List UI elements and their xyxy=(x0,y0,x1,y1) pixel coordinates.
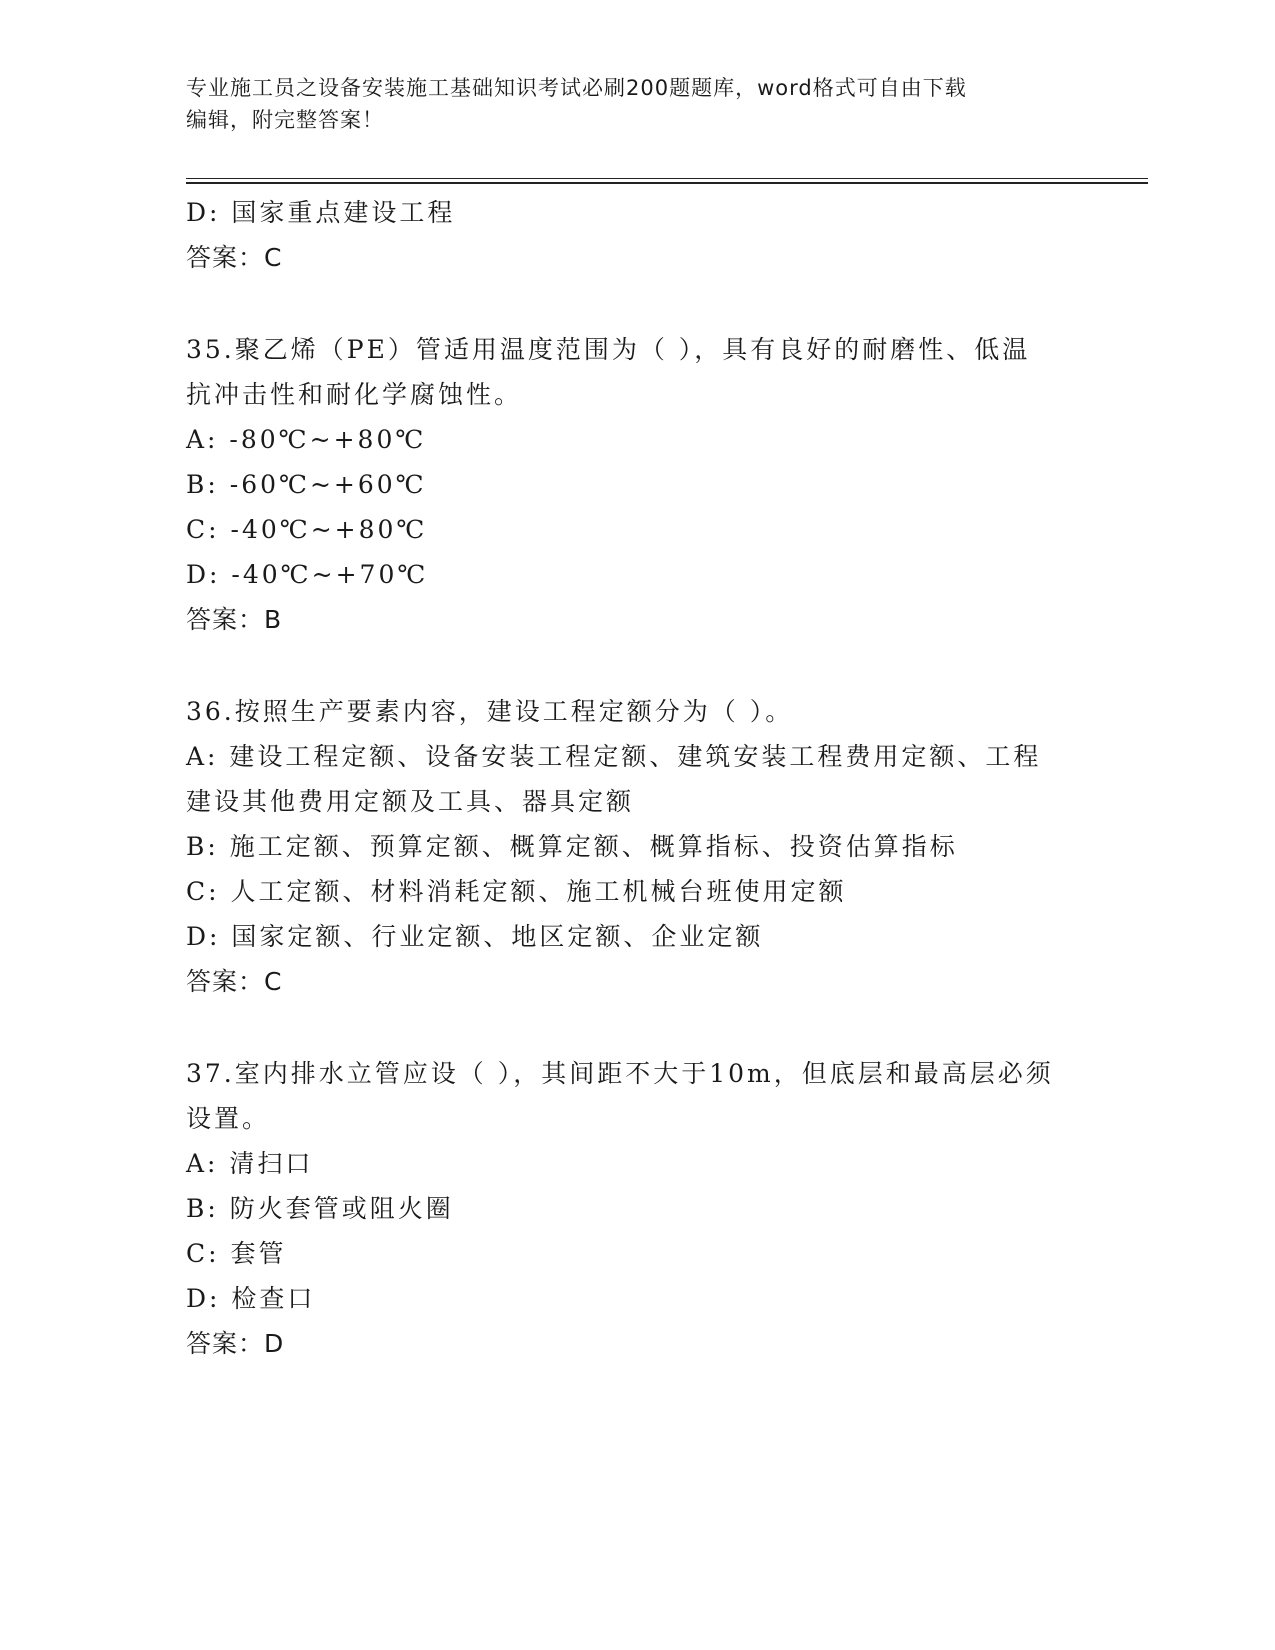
option-a: A: 清扫口 xyxy=(186,1149,314,1178)
header-line-2: 编辑，附完整答案！ xyxy=(186,108,384,132)
option-d: D: -40℃~+70℃ xyxy=(186,560,429,589)
question-block-35 xyxy=(186,327,1086,642)
option-b: B: -60℃~+60℃ xyxy=(186,470,427,499)
question-stem-continued: 设置。 xyxy=(186,1104,271,1133)
question-stem: 36.按照生产要素内容，建设工程定额分为（ ）。 xyxy=(186,697,794,726)
document-header xyxy=(186,72,1066,136)
option-c: C: 人工定额、材料消耗定额、施工机械台班使用定额 xyxy=(186,877,847,906)
question-stem-continued: 抗冲击性和耐化学腐蚀性。 xyxy=(186,380,523,409)
header-divider-thick xyxy=(186,182,1148,184)
question-stem: 37.室内排水立管应设（ ），其间距不大于10m，但底层和最高层必须 xyxy=(186,1059,1054,1088)
answer-line: 答案：C xyxy=(186,243,283,272)
option-d: D: 检查口 xyxy=(186,1284,316,1313)
question-block-36 xyxy=(186,689,1086,1004)
question-list xyxy=(186,190,1086,1366)
question-block-37 xyxy=(186,1051,1086,1366)
question-stem: 35.聚乙烯（PE）管适用温度范围为（ ），具有良好的耐磨性、低温 xyxy=(186,335,1031,364)
option-c: C: 套管 xyxy=(186,1239,287,1268)
answer-line: 答案：C xyxy=(186,967,283,996)
header-divider-thin xyxy=(186,178,1148,179)
option-b: B: 施工定额、预算定额、概算定额、概算指标、投资估算指标 xyxy=(186,832,958,861)
answer-line: 答案：D xyxy=(186,1329,285,1358)
option-a: A: -80℃~+80℃ xyxy=(186,425,427,454)
option-a: A: 建设工程定额、设备安装工程定额、建筑安装工程费用定额、工程 xyxy=(186,742,1042,771)
option-d: D: 国家重点建设工程 xyxy=(186,198,456,227)
option-b: B: 防火套管或阻火圈 xyxy=(186,1194,454,1223)
header-line-1: 专业施工员之设备安装施工基础知识考试必刷200题题库，word格式可自由下载 xyxy=(186,76,967,100)
answer-line: 答案：B xyxy=(186,605,283,634)
option-d: D: 国家定额、行业定额、地区定额、企业定额 xyxy=(186,922,764,951)
question-block-34 xyxy=(186,190,1086,280)
option-a-continued: 建设其他费用定额及工具、器具定额 xyxy=(186,787,635,816)
option-c: C: -40℃~+80℃ xyxy=(186,515,428,544)
